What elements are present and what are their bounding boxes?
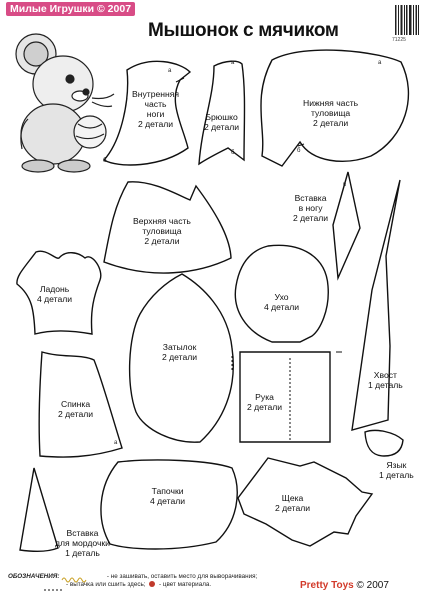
label-inner-leg: Внутренняя часть ноги 2 детали [132,89,180,129]
label-arm: Рука 2 детали [247,392,283,412]
label-tail: Хвост 1 деталь [368,370,403,390]
footer-brand-name: Pretty Toys [300,580,354,591]
label-slippers: Тапочки 4 детали [150,486,186,506]
label-upper-body: Верхняя часть туловища 2 детали [133,216,191,246]
snout-insert-part [20,468,58,551]
mark-v: в [343,182,347,188]
tail-part [352,180,400,430]
mark-a: а [168,68,172,74]
mark-a: а [231,60,235,66]
footer-brand [300,580,389,591]
footer-copyright: © 2007 [356,580,389,591]
mark-b: б [231,150,235,156]
legend-item-open-seam: - не зашивать, оставить место для выворачивания; [106,573,258,580]
label-tongue: Язык 1 деталь [379,460,414,480]
label-ear: Ухо 4 детали [264,292,300,312]
label-back-head: Затылок 2 детали [162,342,198,362]
legend-color-dot-icon [149,581,155,587]
label-snout-insert: Вставка для мордочки 1 деталь [55,528,110,558]
brand-copyright: © 2007 [97,3,132,15]
brand-name: Милые Игрушки [10,3,95,15]
label-palm: Ладонь 4 детали [37,284,73,304]
leg-insert-part [333,172,360,278]
legend [8,573,257,589]
page-title: Мышонок с мячиком [148,20,339,41]
label-lower-body: Нижняя часть туловища 2 детали [303,98,359,128]
label-back: Спинка 2 детали [58,399,94,419]
mark-a: а [378,60,382,66]
label-cheek: Щека 2 детали [275,493,311,513]
label-leg-insert: Вставка в ногу 2 детали [293,193,329,223]
label-belly: Брюшко 2 детали [204,112,240,132]
pattern-code: 71225 [392,37,406,43]
mark-b: б [103,158,107,164]
tongue-part [365,430,403,456]
legend-title: ОБОЗНАЧЕНИЯ: [8,573,60,580]
legend-item-dart: - вытачка или сшить здесь; [66,581,146,588]
mark-a: а [114,440,118,446]
legend-item-color: - цвет материала. [159,581,212,588]
mark-b: б [297,148,301,154]
